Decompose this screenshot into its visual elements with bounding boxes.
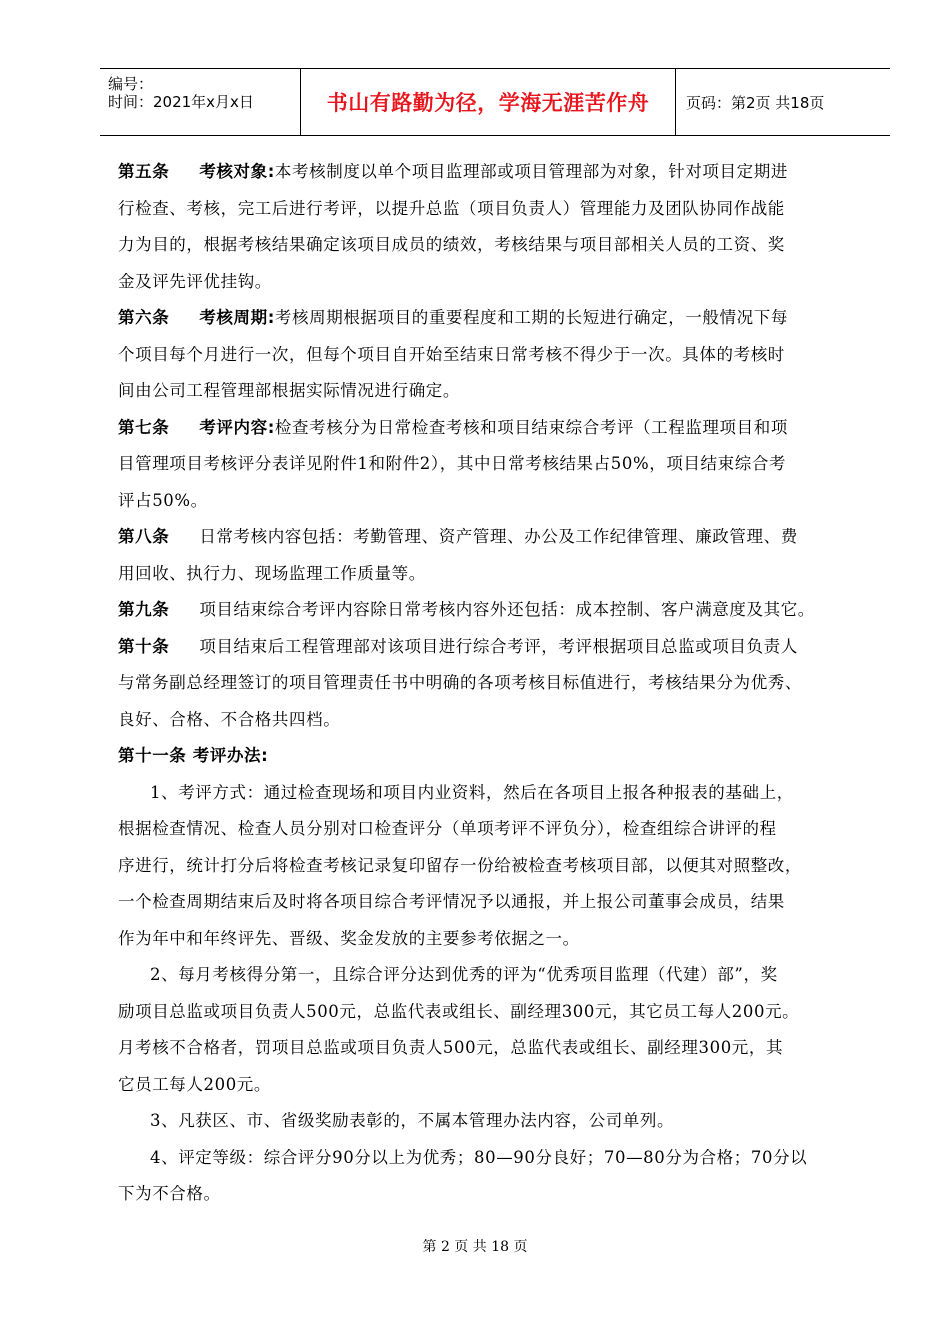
article-5-line-2: 行检查、考核，完工后进行考评，以提升总监（项目负责人）管理能力及团队协同作战能: [118, 198, 785, 218]
article-number: 第七条: [118, 417, 170, 437]
motto-text: 书山有路勤为径，学海无涯苦作舟: [326, 91, 650, 115]
article-6-line-1: [118, 300, 878, 337]
article-text: 项目结束综合考评内容除日常考核内容外还包括：成本控制、客户满意度及其它。: [199, 600, 815, 619]
serial-label: 编号：: [108, 75, 154, 93]
method-4-line-2: 下为不合格。: [118, 1184, 221, 1203]
article-7-line-1: [118, 410, 878, 447]
header-meta: [100, 69, 300, 135]
method-4-line-1: 4、评定等级：综合评分90分以上为优秀；80—90分良好；70—80分为合格；70分以: [150, 1147, 808, 1167]
footer-page-number: 第 2 页 共 18 页: [422, 1239, 528, 1255]
article-text: 项目结束后工程管理部对该项目进行综合考评，考评根据项目总监或项目负责人: [199, 636, 798, 656]
method-2-line-2: 励项目总监或项目负责人500元，总监代表或组长、副经理300元，其它员工每人200元。: [118, 1001, 800, 1021]
article-number: 第九条: [118, 600, 170, 619]
article-text: 日常考核内容包括：考勤管理、资产管理、办公及工作纪律管理、廉政管理、费: [199, 527, 798, 546]
method-2-line-1: 2、每月考核得分第一，且综合评分达到优秀的评为“优秀项目监理（代建）部”，奖: [150, 965, 778, 984]
method-2-line-3: 月考核不合格者，罚项目总监或项目负责人500元，总监代表或组长、副经理300元，其: [118, 1038, 784, 1057]
method-1-line-2: 根据检查情况、检查人员分别对口检查评分（单项考评不评负分），检查组综合讲评的程: [118, 819, 777, 838]
method-1-line-1: 1、考评方式：通过检查现场和项目内业资料，然后在各项目上报各种报表的基础上，: [150, 782, 794, 802]
article-title: 考评内容:: [199, 417, 275, 437]
article-number: 第五条: [118, 162, 170, 181]
article-5-line-3: 力为目的，根据考核结果确定该项目成员的绩效，考核结果与项目部相关人员的工资、奖: [118, 235, 785, 254]
article-number: 第八条: [118, 527, 170, 546]
article-10-line-3: 良好、合格、不合格共四档。: [118, 709, 341, 729]
header-page-cell: [676, 69, 890, 135]
method-1-line-5: 作为年中和年终评先、晋级、奖金发放的主要参考依据之一。: [118, 928, 580, 948]
method-1-line-3: 序进行，统计打分后将检查考核记录复印留存一份给被检查考核项目部，以便其对照整改，: [118, 855, 802, 875]
time-text: 时间：2021年x月x日: [108, 93, 254, 111]
article-8-line-1: [118, 519, 878, 556]
method-1-line-4: 一个检查周期结束后及时将各项目综合考评情况予以通报，并上报公司董事会成员，结果: [118, 892, 785, 911]
article-text: 检查考核分为日常检查考核和项目结束综合考评（工程监理项目和项: [274, 417, 788, 437]
article-7-line-2: 目管理项目考核评分表详见附件1和附件2），其中日常考核结果占50%，项目结束综合考: [118, 454, 787, 473]
article-text: 考核周期根据项目的重要程度和工期的长短进行确定，一般情况下每: [274, 308, 788, 327]
article-5-line-1: [118, 154, 878, 191]
article-number: 第十条: [118, 636, 170, 656]
document-body: [118, 154, 878, 1213]
article-10-line-1: [118, 629, 878, 666]
method-2-line-4: 它员工每人200元。: [118, 1074, 271, 1094]
document-header: [100, 68, 890, 136]
page-code: 页码：第2页 共18页: [686, 93, 825, 112]
article-text: 本考核制度以单个项目监理部或项目管理部为对象，针对项目定期进: [274, 162, 788, 181]
article-8-line-2: 用回收、执行力、现场监理工作质量等。: [118, 563, 426, 583]
article-title: 考核对象:: [199, 162, 275, 181]
article-6-line-2: 个项目每个月进行一次，但每个项目自开始至结束日常考核不得少于一次。具体的考核时: [118, 344, 785, 364]
article-10-line-2: 与常务副总经理签订的项目管理责任书中明确的各项考核目标值进行，考核结果分为优秀、: [118, 673, 802, 692]
article-5-line-4: 金及评先评优挂钩。: [118, 271, 272, 291]
article-9-line-1: [118, 592, 878, 629]
page-footer: [0, 1236, 950, 1256]
method-3-line-1: 3、凡获区、市、省级奖励表彰的，不属本管理办法内容，公司单列。: [150, 1111, 675, 1130]
article-6-line-3: 间由公司工程管理部根据实际情况进行确定。: [118, 381, 460, 400]
article-number: 第六条: [118, 308, 170, 327]
article-11-heading: 第十一条 考评办法:: [118, 746, 269, 765]
article-7-line-3: 评占50%。: [118, 490, 208, 510]
article-title: 考核周期:: [199, 308, 275, 327]
header-motto-cell: [300, 69, 676, 135]
